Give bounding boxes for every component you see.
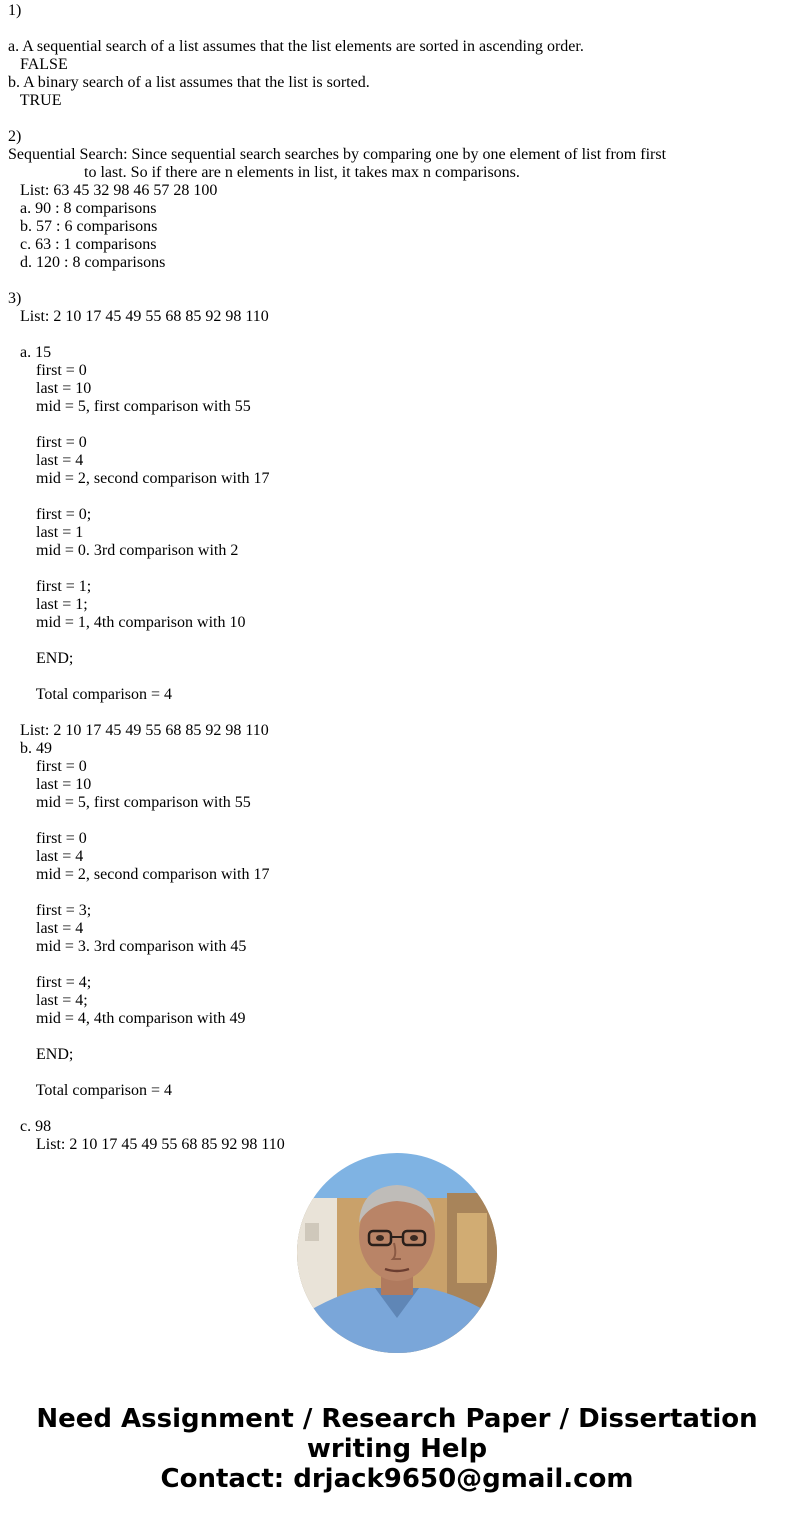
document-line: first = 1; [8,578,92,595]
document-line: mid = 2, second comparison with 17 [8,866,270,883]
promo-line-2: writing Help [306,1434,488,1464]
document-line: a. 15 [8,344,52,361]
document-line: last = 1 [8,524,84,541]
document-line: first = 0; [8,506,92,523]
document-line: first = 0 [8,362,87,379]
document-line: Sequential Search: Since sequential search searches by comparing one by one element of list from first [8,146,667,163]
promo-line-3: Contact: drjack9650@gmail.com [160,1464,634,1494]
document-line: last = 4; [8,992,88,1009]
document-line: a. 90 : 8 comparisons [8,200,157,217]
document-line: mid = 4, 4th comparison with 49 [8,1010,246,1027]
document-line: c. 63 : 1 comparisons [8,236,157,253]
document-line: to last. So if there are n elements in list, it takes max n comparisons. [8,164,520,181]
document-line: first = 0 [8,758,87,775]
document-line: Total comparison = 4 [8,686,173,703]
document-line: c. 98 [8,1118,52,1135]
document-line: mid = 0. 3rd comparison with 2 [8,542,239,559]
document-line: 3) [8,290,22,307]
document-line: mid = 2, second comparison with 17 [8,470,270,487]
document-line: FALSE [8,56,68,73]
document-line: END; [8,650,74,667]
document-line: TRUE [8,92,62,109]
document-line: first = 3; [8,902,92,919]
promo-line-1: Need Assignment / Research Paper / Dissertation [36,1404,758,1434]
document-line: last = 4 [8,848,84,865]
document-line: a. A sequential search of a list assumes that the list elements are sorted in ascending order. [8,38,584,55]
document-line: mid = 1, 4th comparison with 10 [8,614,246,631]
document-line: mid = 5, first comparison with 55 [8,794,251,811]
document-line: List: 2 10 17 45 49 55 68 85 92 98 110 [8,308,269,325]
document-line: first = 4; [8,974,92,991]
document-line: last = 4 [8,452,84,469]
promo-banner [0,1404,794,1494]
document-line: List: 63 45 32 98 46 57 28 100 [8,182,218,199]
document-line: last = 10 [8,380,92,397]
document-line: d. 120 : 8 comparisons [8,254,166,271]
document-line: b. 49 [8,740,52,757]
document-line: List: 2 10 17 45 49 55 68 85 92 98 110 [8,722,269,739]
document-line: 1) [8,2,22,19]
document-line: last = 4 [8,920,84,937]
document-line: List: 2 10 17 45 49 55 68 85 92 98 110 [8,1136,285,1153]
document-line: mid = 3. 3rd comparison with 45 [8,938,247,955]
portrait-image [297,1153,497,1353]
document-line: first = 0 [8,434,87,451]
document-line: 2) [8,128,22,145]
document-line: END; [8,1046,74,1063]
author-avatar-photo [297,1153,497,1353]
document-line: last = 10 [8,776,92,793]
document-line: b. 57 : 6 comparisons [8,218,158,235]
document-line: mid = 5, first comparison with 55 [8,398,251,415]
document-line: Total comparison = 4 [8,1082,173,1099]
document-line: b. A binary search of a list assumes that the list is sorted. [8,74,370,91]
document-line: first = 0 [8,830,87,847]
document-line: last = 1; [8,596,88,613]
